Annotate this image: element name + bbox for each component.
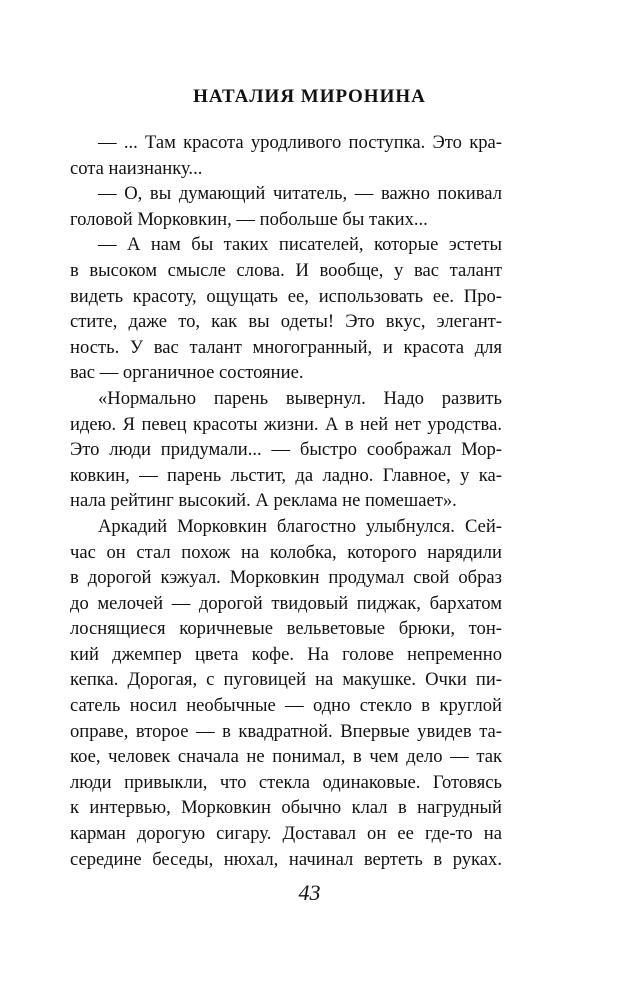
text-line: ковкин, — парень льстит, да ладно. Главное, у ка- <box>70 464 502 486</box>
text-line: «Нормально парень вывернул. Надо развить <box>98 387 502 409</box>
text-line: — ... Там красота уродливого поступка. Это кра- <box>98 132 502 153</box>
text-line: идею. Я певец красоты жизни. А в ней нет уродства. <box>70 413 502 435</box>
text-line: Аркадий Морковкин благостно улыбнулся. Сей- <box>98 515 502 537</box>
running-header: НАТАЛИЯ МИРОНИНА <box>193 86 426 107</box>
page-number: 43 <box>298 880 321 905</box>
text-line: лоснящиеся коричневые вельветовые брюки, тон- <box>70 618 502 640</box>
text-line: середине беседы, нюхал, начинал вертеть в руках. <box>70 848 502 870</box>
text-line: в дорогой кэжуал. Морковкин продумал свой образ <box>70 567 502 589</box>
text-line: Это люди придумали... — быстро соображал Мор- <box>70 439 502 461</box>
text-line: кий джемпер цвета кофе. На голове непременно <box>70 643 502 665</box>
text-line: сота наизнанку... <box>70 157 203 179</box>
text-line: час он стал похож на колобка, которого нарядили <box>70 541 502 563</box>
text-line: карман дорогую сигару. Доставал он ее где-то на <box>70 823 502 845</box>
body-text <box>70 130 502 872</box>
text-line: — О, вы думающий читатель, — важно покивал <box>98 183 502 205</box>
text-line: вас — органичное состояние. <box>70 362 304 384</box>
text-line: ность. У вас талант многогранный, и красота для <box>70 336 502 358</box>
text-line: в высоком смысле слова. И вообще, у вас талант <box>70 259 502 281</box>
text-line: кое, человек сначала не понимал, в чем дело — так <box>70 746 502 768</box>
text-line: к интервью, Морковкин обычно клал в нагрудный <box>70 797 502 819</box>
text-line: кепка. Дорогая, с пуговицей на макушке. Очки пи- <box>70 669 502 691</box>
paragraph <box>70 232 502 386</box>
text-line: до мелочей — дорогой твидовый пиджак, бархатом <box>70 592 502 614</box>
text-line: — А нам бы таких писателей, которые эстеты <box>98 234 502 256</box>
text-line: нала рейтинг высокий. А реклама не помешает». <box>70 490 457 512</box>
text-line: сатель носил необычные — одно стекло в круглой <box>70 695 502 717</box>
text-line: люди привыкли, что стекла одинаковые. Готовясь <box>70 771 502 793</box>
paragraph <box>70 181 502 232</box>
text-line: оправе, второе — в квадратной. Впервые увидев та- <box>70 720 502 742</box>
text-line: головой Морковкин, — побольше бы таких... <box>70 208 428 230</box>
paragraph <box>70 386 502 514</box>
paragraph <box>70 514 502 872</box>
text-line: видеть красоту, ощущать ее, использовать ее. Про- <box>70 285 502 307</box>
paragraph <box>70 130 502 181</box>
text-line: стите, даже то, как вы одеты! Это вкус, элегант- <box>70 311 502 333</box>
